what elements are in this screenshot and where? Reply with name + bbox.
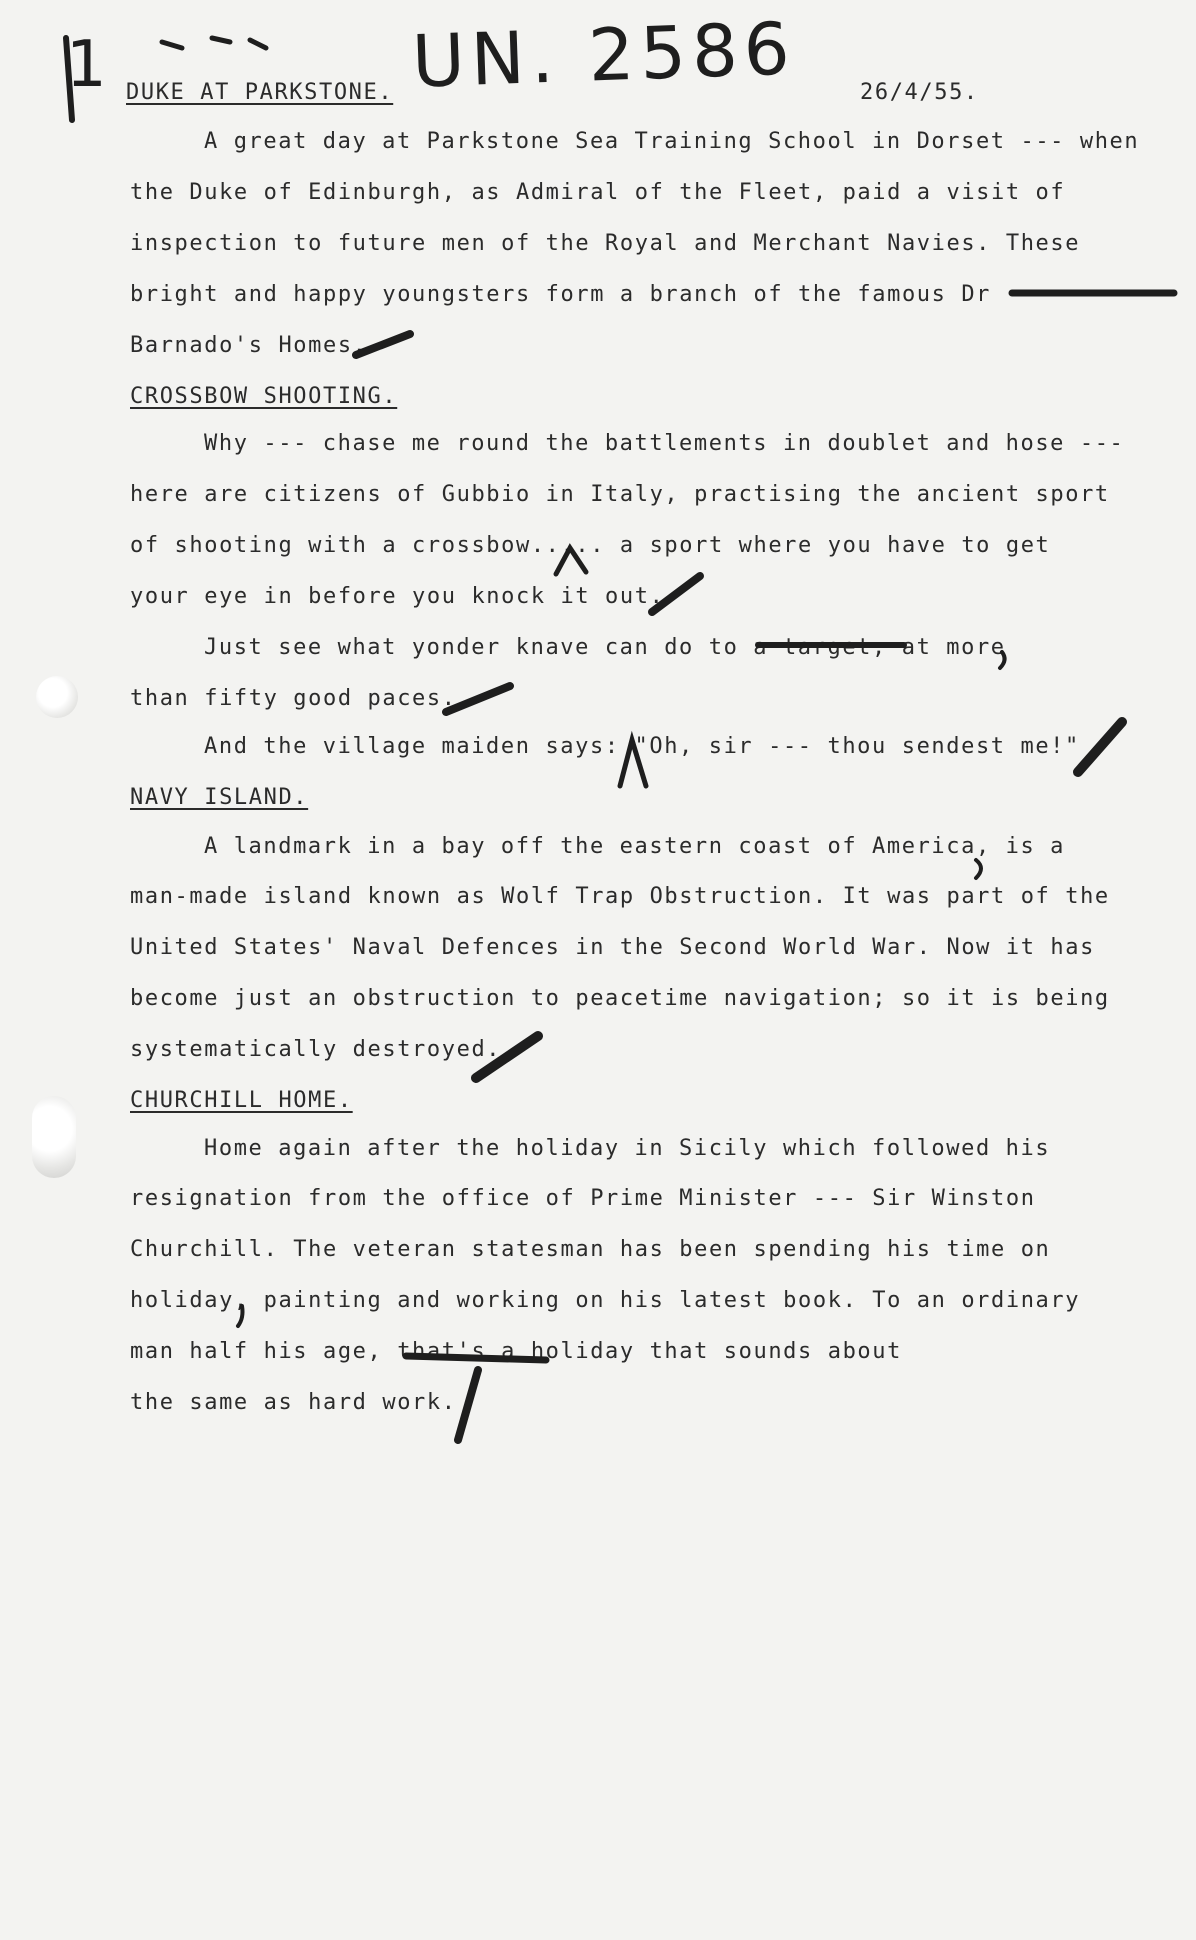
paragraph-line: United States' Naval Defences in the Second World War. Now it has	[130, 935, 1095, 960]
dash-mark	[162, 42, 182, 48]
paragraph-line: Barnado's Homes.	[130, 333, 368, 358]
margin-mark: 1	[66, 28, 107, 102]
slash-mark	[458, 1370, 478, 1440]
paragraph-line: Just see what yonder knave can do to a target, at more	[204, 635, 1006, 660]
comma-mark	[976, 860, 981, 878]
paragraph-line: holiday, painting and working on his latest book. To an ordinary	[130, 1288, 1081, 1313]
heading-churchill-home: CHURCHILL HOME.	[130, 1088, 353, 1113]
paragraph-line: become just an obstruction to peacetime navigation; so it is being	[130, 986, 1110, 1011]
caret-mark	[620, 740, 646, 786]
paragraph-line: the same as hard work.	[130, 1390, 457, 1415]
paragraph-line: Why --- chase me round the battlements in doublet and hose ---	[204, 431, 1125, 456]
slash-mark	[1078, 722, 1122, 772]
comma-mark	[1000, 652, 1005, 668]
paragraph-line: than fifty good paces.	[130, 686, 457, 711]
paragraph-line: here are citizens of Gubbio in Italy, practising the ancient sport	[130, 482, 1110, 507]
tick-mark	[66, 38, 72, 120]
dash-mark	[250, 40, 266, 48]
caret-mark	[556, 548, 586, 574]
paragraph-line: the Duke of Edinburgh, as Admiral of the Fleet, paid a visit of	[130, 180, 1066, 205]
paragraph-line: And the village maiden says: "Oh, sir --- thou sendest me!"	[204, 734, 1080, 759]
paragraph-line: systematically destroyed.	[130, 1037, 502, 1062]
paragraph-line: A great day at Parkstone Sea Training School in Dorset --- when	[204, 129, 1140, 154]
heading-navy-island: NAVY ISLAND.	[130, 785, 309, 810]
slash-mark	[356, 334, 410, 355]
paragraph-line: man half his age, that's a holiday that sounds about	[130, 1339, 902, 1364]
comma-mark	[238, 1306, 243, 1326]
paragraph-line: bright and happy youngsters form a branch of the famous Dr	[130, 282, 992, 307]
paragraph-line: Churchill. The veteran statesman has been spending his time on	[130, 1237, 1051, 1262]
paragraph-line: your eye in before you knock it out.	[130, 584, 665, 609]
paragraph-line: of shooting with a crossbow..... a sport where you have to get	[130, 533, 1051, 558]
slash-mark	[476, 1036, 538, 1078]
date: 26/4/55.	[860, 80, 979, 105]
paragraph-line: resignation from the office of Prime Minister --- Sir Winston	[130, 1186, 1036, 1211]
paragraph-line: inspection to future men of the Royal and Merchant Navies. These	[130, 231, 1081, 256]
heading-duke-at-parkstone: DUKE AT PARKSTONE.	[126, 80, 394, 105]
dash-mark	[212, 38, 230, 42]
heading-crossbow-shooting: CROSSBOW SHOOTING.	[130, 384, 398, 409]
handwritten-reference-number: UN. 2586	[410, 6, 797, 104]
paragraph-line: Home again after the holiday in Sicily which followed his	[204, 1136, 1051, 1161]
strike-mark	[406, 1356, 546, 1360]
slash-mark	[652, 576, 700, 612]
paragraph-line: man-made island known as Wolf Trap Obstruction. It was part of the	[130, 884, 1110, 909]
paragraph-line: A landmark in a bay off the eastern coast of America, is a	[204, 834, 1066, 859]
slash-mark	[446, 686, 510, 712]
